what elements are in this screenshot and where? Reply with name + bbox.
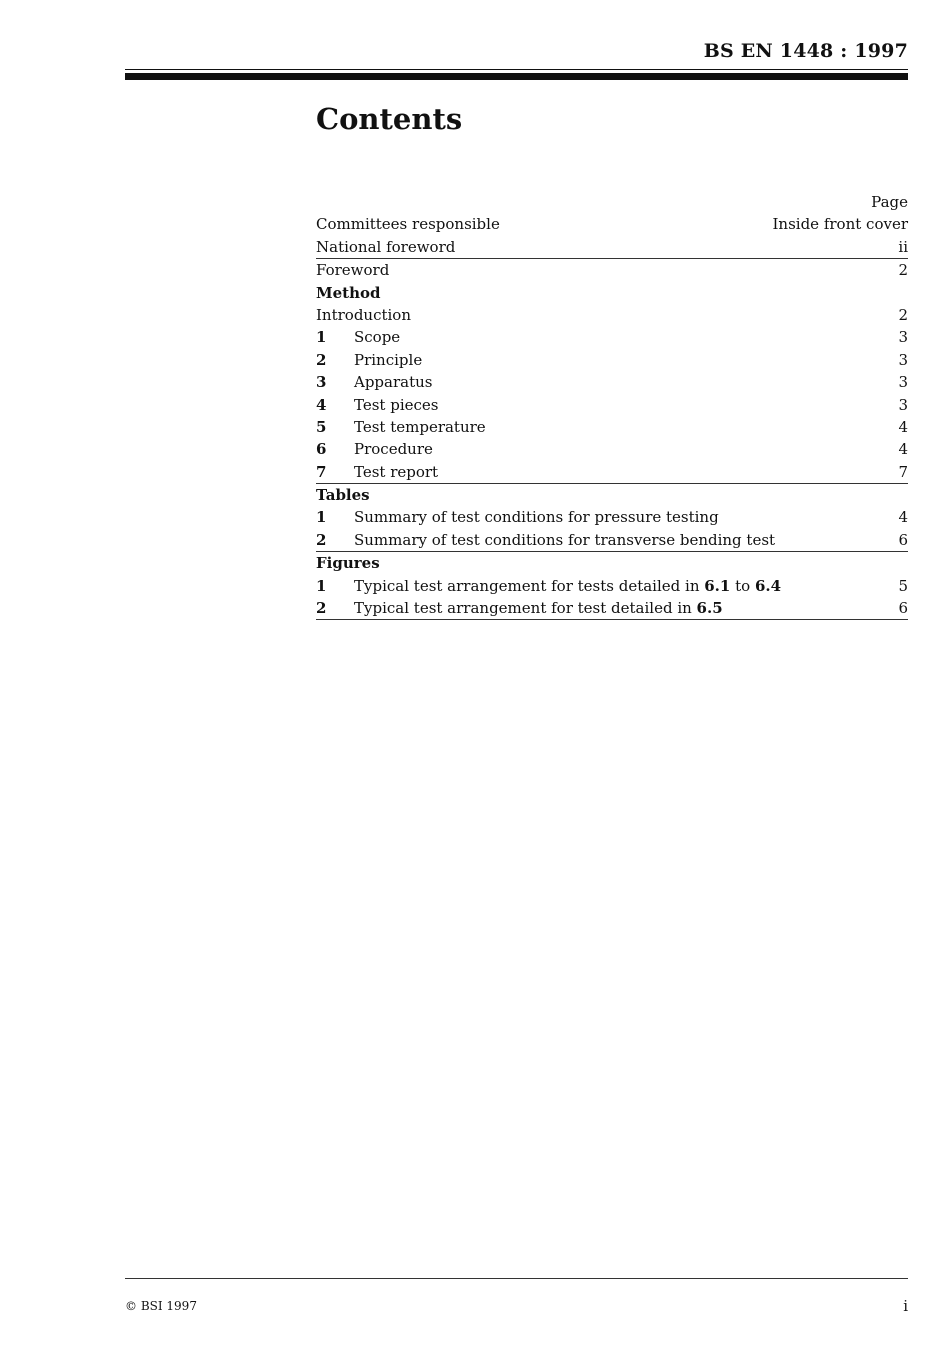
toc-row — [316, 461, 908, 484]
toc-row — [316, 304, 908, 326]
table-of-contents — [316, 191, 908, 620]
toc-entry-page: 4 — [898, 440, 908, 459]
toc-entry-page: 3 — [898, 328, 908, 347]
toc-entry-text: Test report — [354, 462, 439, 481]
toc-row — [316, 259, 908, 281]
toc-section-title: Tables — [316, 486, 370, 505]
toc-entry-page: 2 — [898, 261, 908, 280]
toc-entry-page: 4 — [898, 508, 908, 527]
toc-clause-ref: 6.1 — [704, 576, 731, 595]
header-rule-thin — [125, 69, 908, 70]
toc-entry-text — [354, 597, 723, 619]
toc-row — [316, 438, 908, 460]
toc-entry-page: 7 — [898, 462, 908, 481]
standard-number: BS EN 1448 : 1997 — [703, 40, 908, 62]
toc-entry-page: ii — [898, 237, 908, 256]
toc-entry-number: 2 — [316, 599, 327, 618]
toc-entry-text: Foreword — [316, 261, 390, 280]
toc-entry-number: 2 — [316, 350, 327, 369]
toc-section-heading — [316, 484, 908, 506]
toc-row — [316, 597, 908, 620]
toc-entry-number: 2 — [316, 530, 327, 549]
toc-row — [316, 506, 908, 528]
toc-entry-number: 1 — [316, 328, 327, 347]
toc-row — [316, 529, 908, 552]
toc-entry-page: 2 — [898, 305, 908, 324]
toc-entry-page: Inside front cover — [772, 215, 908, 234]
toc-row — [316, 416, 908, 438]
header-rule-thick — [125, 73, 908, 80]
toc-clause-ref: 6.5 — [696, 599, 723, 618]
toc-entry-page: 3 — [898, 350, 908, 369]
toc-clause-ref: 6.4 — [754, 576, 782, 595]
toc-entry-number: 7 — [316, 462, 327, 481]
copyright-notice: © BSI 1997 — [125, 1299, 197, 1313]
toc-section-heading — [316, 282, 908, 304]
toc-entry-number: 3 — [316, 373, 327, 392]
toc-entry-number: 4 — [316, 395, 327, 414]
toc-entry-text: Principle — [354, 350, 423, 369]
toc-row — [316, 371, 908, 393]
toc-entry-number: 5 — [316, 417, 327, 436]
toc-section-title: Method — [316, 283, 381, 302]
toc-row — [316, 236, 908, 259]
toc-text-part: Typical test arrangement for tests detailed in — [354, 576, 705, 595]
toc-row — [316, 349, 908, 371]
toc-entry-text: Test pieces — [354, 395, 439, 414]
toc-row — [316, 326, 908, 348]
page-title: Contents — [316, 102, 463, 136]
toc-entry-text: National foreword — [316, 237, 456, 256]
toc-text-part: to — [730, 576, 755, 595]
toc-entry-page: 6 — [898, 530, 908, 549]
toc-text-part: Typical test arrangement for test detailed in — [354, 599, 697, 618]
toc-section-heading — [316, 552, 908, 574]
toc-entry-text: Test temperature — [354, 417, 486, 436]
toc-entry-text: Summary of test conditions for pressure testing — [354, 508, 719, 527]
toc-entry-text: Committees responsible — [316, 215, 500, 234]
toc-entry-page: 5 — [898, 576, 908, 595]
toc-page-heading: Page — [871, 193, 908, 211]
toc-entry-text: Procedure — [354, 440, 433, 459]
toc-entry-number: 6 — [316, 440, 327, 459]
footer-rule — [125, 1278, 908, 1279]
toc-row — [316, 394, 908, 416]
toc-entry-page: 3 — [898, 395, 908, 414]
toc-entry-text: Scope — [354, 328, 401, 347]
toc-entry-text: Summary of test conditions for transverse bending test — [354, 530, 776, 549]
toc-row — [316, 213, 908, 235]
toc-entry-text: Apparatus — [354, 373, 433, 392]
toc-entry-number: 1 — [316, 508, 327, 527]
toc-section-title: Figures — [316, 554, 380, 573]
toc-entry-page: 6 — [898, 599, 908, 618]
toc-row — [316, 575, 908, 597]
toc-entry-text: Introduction — [316, 305, 411, 324]
toc-entry-text — [354, 575, 781, 597]
toc-entry-page: 3 — [898, 373, 908, 392]
toc-page-heading-row — [316, 191, 908, 213]
toc-entry-page: 4 — [898, 417, 908, 436]
toc-entry-number: 1 — [316, 576, 327, 595]
page-number: i — [903, 1297, 908, 1315]
